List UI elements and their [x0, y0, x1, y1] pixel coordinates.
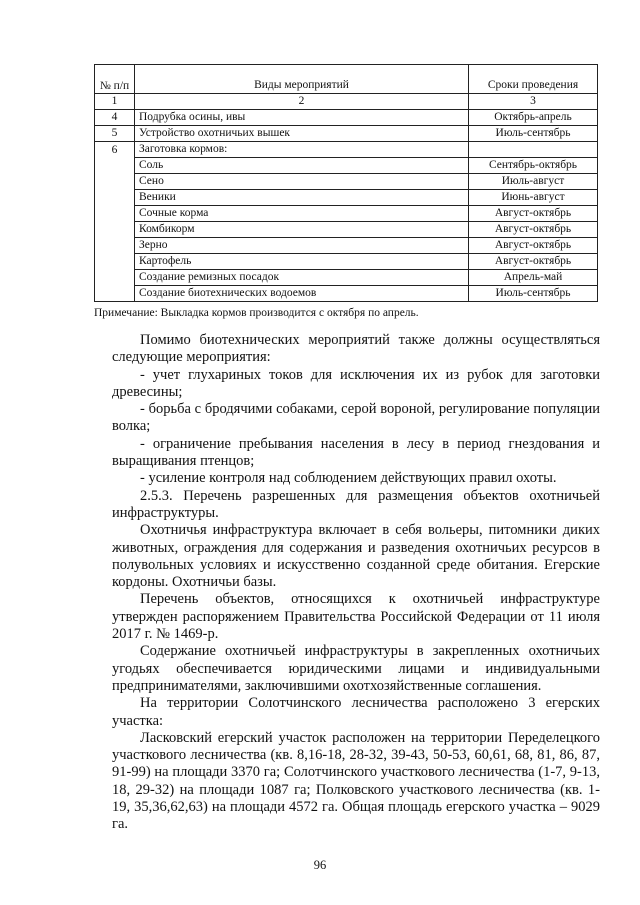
row-activity: Подрубка осины, ивы — [135, 110, 469, 126]
row-num — [95, 174, 135, 190]
row-term: Август-октябрь — [469, 238, 598, 254]
row-num — [95, 286, 135, 302]
table-row — [95, 206, 598, 222]
table-row — [95, 238, 598, 254]
row-term: Август-октябрь — [469, 222, 598, 238]
table-row — [95, 174, 598, 190]
paragraph: - борьба с бродячими собаками, серой вороной, регулирование популяции волка; — [112, 401, 600, 435]
table-row — [95, 190, 598, 206]
row-num: 5 — [95, 126, 135, 142]
table-index-row — [95, 94, 598, 110]
table-row — [95, 158, 598, 174]
index-term: 3 — [469, 94, 598, 110]
row-term: Август-октябрь — [469, 206, 598, 222]
row-num — [95, 158, 135, 174]
table-note: Примечание: Выкладка кормов производится с октября по апрель. — [94, 307, 419, 319]
index-activity: 2 — [135, 94, 469, 110]
paragraph: Содержание охотничьей инфраструктуры в закрепленных охотничьих угодьях обеспечивается юридическими лицами и индивидуальными предпринимателями, заключившими охотхозяйственные соглашения. — [112, 643, 600, 694]
table-row — [95, 286, 598, 302]
paragraph: 2.5.3. Перечень разрешенных для размещения объектов охотничьей инфраструктуры. — [112, 487, 600, 521]
row-num: 4 — [95, 110, 135, 126]
row-term: Сентябрь-октябрь — [469, 158, 598, 174]
row-activity: Создание ремизных посадок — [135, 270, 469, 286]
row-term — [469, 142, 598, 158]
row-activity: Устройство охотничьих вышек — [135, 126, 469, 142]
paragraph: - усиление контроля над соблюдением действующих правил охоты. — [140, 470, 557, 487]
body-text — [112, 332, 600, 834]
table-row — [95, 142, 598, 158]
table-header-row — [95, 65, 598, 94]
paragraph: Ласковский егерский участок расположен на территории Переделецкого участкового лесничества (кв. 8,16-18, 28-32, 39-43, 50-53, 60,61, 68, 81, 86, 87, 91-99) на площади 3370 га; Солотчинского участкового лесничества (1-7, 9-13, 18, 29-32) на площади 1087 га; Полковского участкового лесничества (кв. 1-19, 35,36,62,63) на площади 4572 га. Общая площадь егерского участка – 9029 га. — [112, 729, 600, 833]
row-activity: Сочные корма — [135, 206, 469, 222]
index-num: 1 — [95, 94, 135, 110]
row-num — [95, 190, 135, 206]
row-term: Июль-сентябрь — [469, 286, 598, 302]
row-num — [95, 206, 135, 222]
row-activity: Заготовка кормов: — [135, 142, 469, 158]
row-term: Октябрь-апрель — [469, 110, 598, 126]
activities-table — [94, 64, 598, 302]
header-activity: Виды мероприятий — [135, 65, 469, 94]
row-activity: Создание биотехнических водоемов — [135, 286, 469, 302]
row-activity: Сено — [135, 174, 469, 190]
paragraph: - учет глухариных токов для исключения их из рубок для заготовки древесины; — [112, 366, 600, 400]
row-term: Июль-сентябрь — [469, 126, 598, 142]
row-term: Июнь-август — [469, 190, 598, 206]
table-body — [95, 110, 598, 302]
table-row — [95, 126, 598, 142]
paragraph: Помимо биотехнических мероприятий также должны осуществляться следующие мероприятия: — [112, 332, 600, 366]
page-number: 96 — [313, 858, 327, 872]
row-activity: Соль — [135, 158, 469, 174]
table-row — [95, 222, 598, 238]
row-num — [95, 254, 135, 270]
paragraph: Охотничья инфраструктура включает в себя вольеры, питомники диких животных, ограждения для содержания и разведения охотничьих ресурсов в полувольных условиях и искусственно созданной среде обитания. Егерские кордоны. Охотничьи базы. — [112, 522, 600, 591]
row-num: 6 — [95, 142, 135, 158]
row-activity: Комбикорм — [135, 222, 469, 238]
row-term: Июль-август — [469, 174, 598, 190]
table-row — [95, 254, 598, 270]
row-num — [95, 222, 135, 238]
row-term: Август-октябрь — [469, 254, 598, 270]
table-row — [95, 110, 598, 126]
paragraph: На территории Солотчинского лесничества расположено 3 егерских участка: — [112, 695, 600, 729]
row-num — [95, 270, 135, 286]
row-activity: Картофель — [135, 254, 469, 270]
paragraph: - ограничение пребывания населения в лесу в период гнездования и выращивания птенцов; — [112, 435, 600, 470]
paragraph: Перечень объектов, относящихся к охотничьей инфраструктуре утвержден распоряжением Правительства Российской Федерации от 11 июля 2017 г. № 1469-р. — [112, 591, 600, 643]
table-row — [95, 270, 598, 286]
row-num — [95, 238, 135, 254]
header-num: № п/п — [95, 65, 135, 94]
row-term: Апрель-май — [469, 270, 598, 286]
row-activity: Веники — [135, 190, 469, 206]
row-activity: Зерно — [135, 238, 469, 254]
header-term: Сроки проведения — [469, 65, 598, 94]
